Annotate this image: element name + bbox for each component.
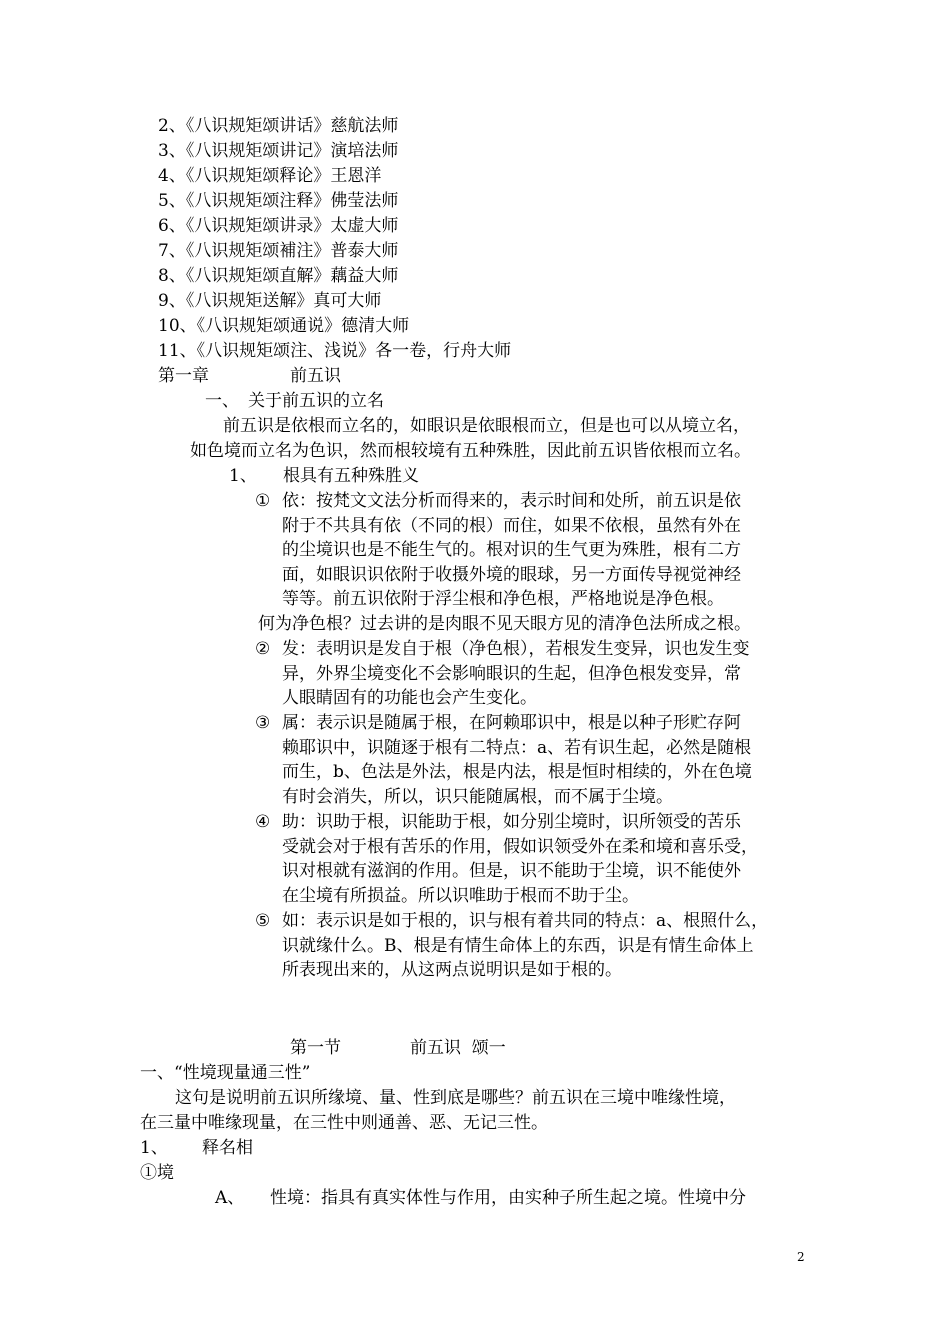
subsection-number: 一、 [205,391,239,411]
numbered-item [255,909,815,983]
jingse-question: 何为净色根？过去讲的是肉眼不见天眼方见的清净色法所成之根。 [258,614,751,634]
point-title: 根具有五种殊胜义 [283,466,419,486]
sub-point: ①境 [140,1163,174,1183]
reference-item: 7、《八识规矩颂補注》普泰大师 [158,241,399,261]
point-title: 释名相 [202,1138,253,1158]
chapter-number: 第一章 [158,366,209,386]
section-number: 第一节 [290,1038,341,1058]
paragraph-line: 在三量中唯缘现量，在三性中则通善、恶、无记三性。 [140,1113,548,1133]
item-line: 的尘境识也是不能生气的。根对识的生气更为殊胜，根有二方 [282,540,741,561]
item-marker: ⑤ [255,911,271,931]
reference-item: 6、《八识规矩颂讲录》太虚大师 [158,216,399,236]
point-number: 1、 [140,1138,168,1158]
reference-item: 4、《八识规矩颂释论》王恩洋 [158,166,382,186]
item-marker: ① [255,491,271,511]
page-number: 2 [797,1250,805,1264]
item-line: 如：表示识是如于根的，识与根有着共同的特点：a、根照什么， [282,911,769,931]
paragraph-line: 如色境而立名为色识，然而根较境有五种殊胜，因此前五识皆依根而立名。 [190,441,751,461]
item-marker: ④ [255,812,271,832]
item-line: 而生，b、色法是外法，根是内法，根是恒时相续的，外在色境 [282,762,752,783]
item-line: 面，如眼识识依附于收摄外境的眼球，另一方面传导视觉神经 [282,564,741,585]
item-a-text: 性境：指具有真实体性与作用，由实种子所生起之境。性境中分 [270,1188,746,1208]
item-a-number: A、 [215,1188,245,1208]
item-line: 附于不共具有依（不同的根）而住，如果不依根，虽然有外在 [282,515,741,536]
reference-item: 5、《八识规矩颂注释》佛莹法师 [158,191,399,211]
numbered-item [255,489,815,612]
item-line: 等等。前五识依附于浮尘根和净色根，严格地说是净色根。 [282,589,724,610]
paragraph-line: 这句是说明前五识所缘境、量、性到底是哪些？前五识在三境中唯缘性境， [175,1088,736,1108]
chapter-title: 前五识 [290,366,341,386]
subsection-title: 关于前五识的立名 [248,391,384,411]
reference-item: 8、《八识规矩颂直解》藕益大师 [158,266,399,286]
numbered-item [255,810,815,908]
item-line: 在尘境有所损益。所以识唯助于根而不助于尘。 [282,885,639,906]
item-line: 属：表示识是随属于根，在阿赖耶识中，根是以种子形贮存阿 [282,713,741,733]
numbered-item [255,711,815,809]
point-number: 1、 [229,466,257,486]
numbered-item [255,637,815,711]
reference-item: 2、《八识规矩颂讲话》慈航法师 [158,116,399,136]
item-line: 所表现出来的，从这两点说明识是如于根的。 [282,960,622,981]
section-title: 前五识 颂一 [410,1038,506,1058]
item-line: 受就会对于根有苦乐的作用，假如识领受外在柔和境和喜乐受， [282,836,758,857]
item-line: 助：识助于根，识能助于根，如分别尘境时，识所领受的苦乐 [282,812,741,832]
item-line: 异，外界尘境变化不会影响眼识的生起，但净色根发变异，常 [282,663,741,684]
reference-item: 10、《八识规矩颂通说》德清大师 [158,316,410,336]
item-line: 识对根就有滋润的作用。但是，识不能助于尘境，识不能使外 [282,861,741,882]
heading-one: 一、“性境现量通三性” [140,1063,311,1083]
item-line: 识就缘什么。B、根是有情生命体上的东西，识是有情生命体上 [282,935,754,956]
reference-item: 3、《八识规矩颂讲记》演培法师 [158,141,399,161]
item-line: 依：按梵文文法分析而得来的，表示时间和处所，前五识是依 [282,491,741,511]
reference-item: 11、《八识规矩颂注、浅说》各一卷，行舟大师 [158,341,512,361]
item-marker: ③ [255,713,271,733]
item-line: 人眼睛固有的功能也会产生变化。 [282,688,537,709]
reference-item: 9、《八识规矩送解》真可大师 [158,291,382,311]
item-line: 有时会消失，所以，识只能随属根，而不属于尘境。 [282,786,673,807]
paragraph-line: 前五识是依根而立名的，如眼识是依眼根而立，但是也可以从境立名， [223,416,750,436]
item-line: 发：表明识是发自于根（净色根），若根发生变异，识也发生变 [282,639,750,659]
item-marker: ② [255,639,271,659]
item-line: 赖耶识中，识随逐于根有二特点：a、若有识生起，必然是随根 [282,737,752,758]
